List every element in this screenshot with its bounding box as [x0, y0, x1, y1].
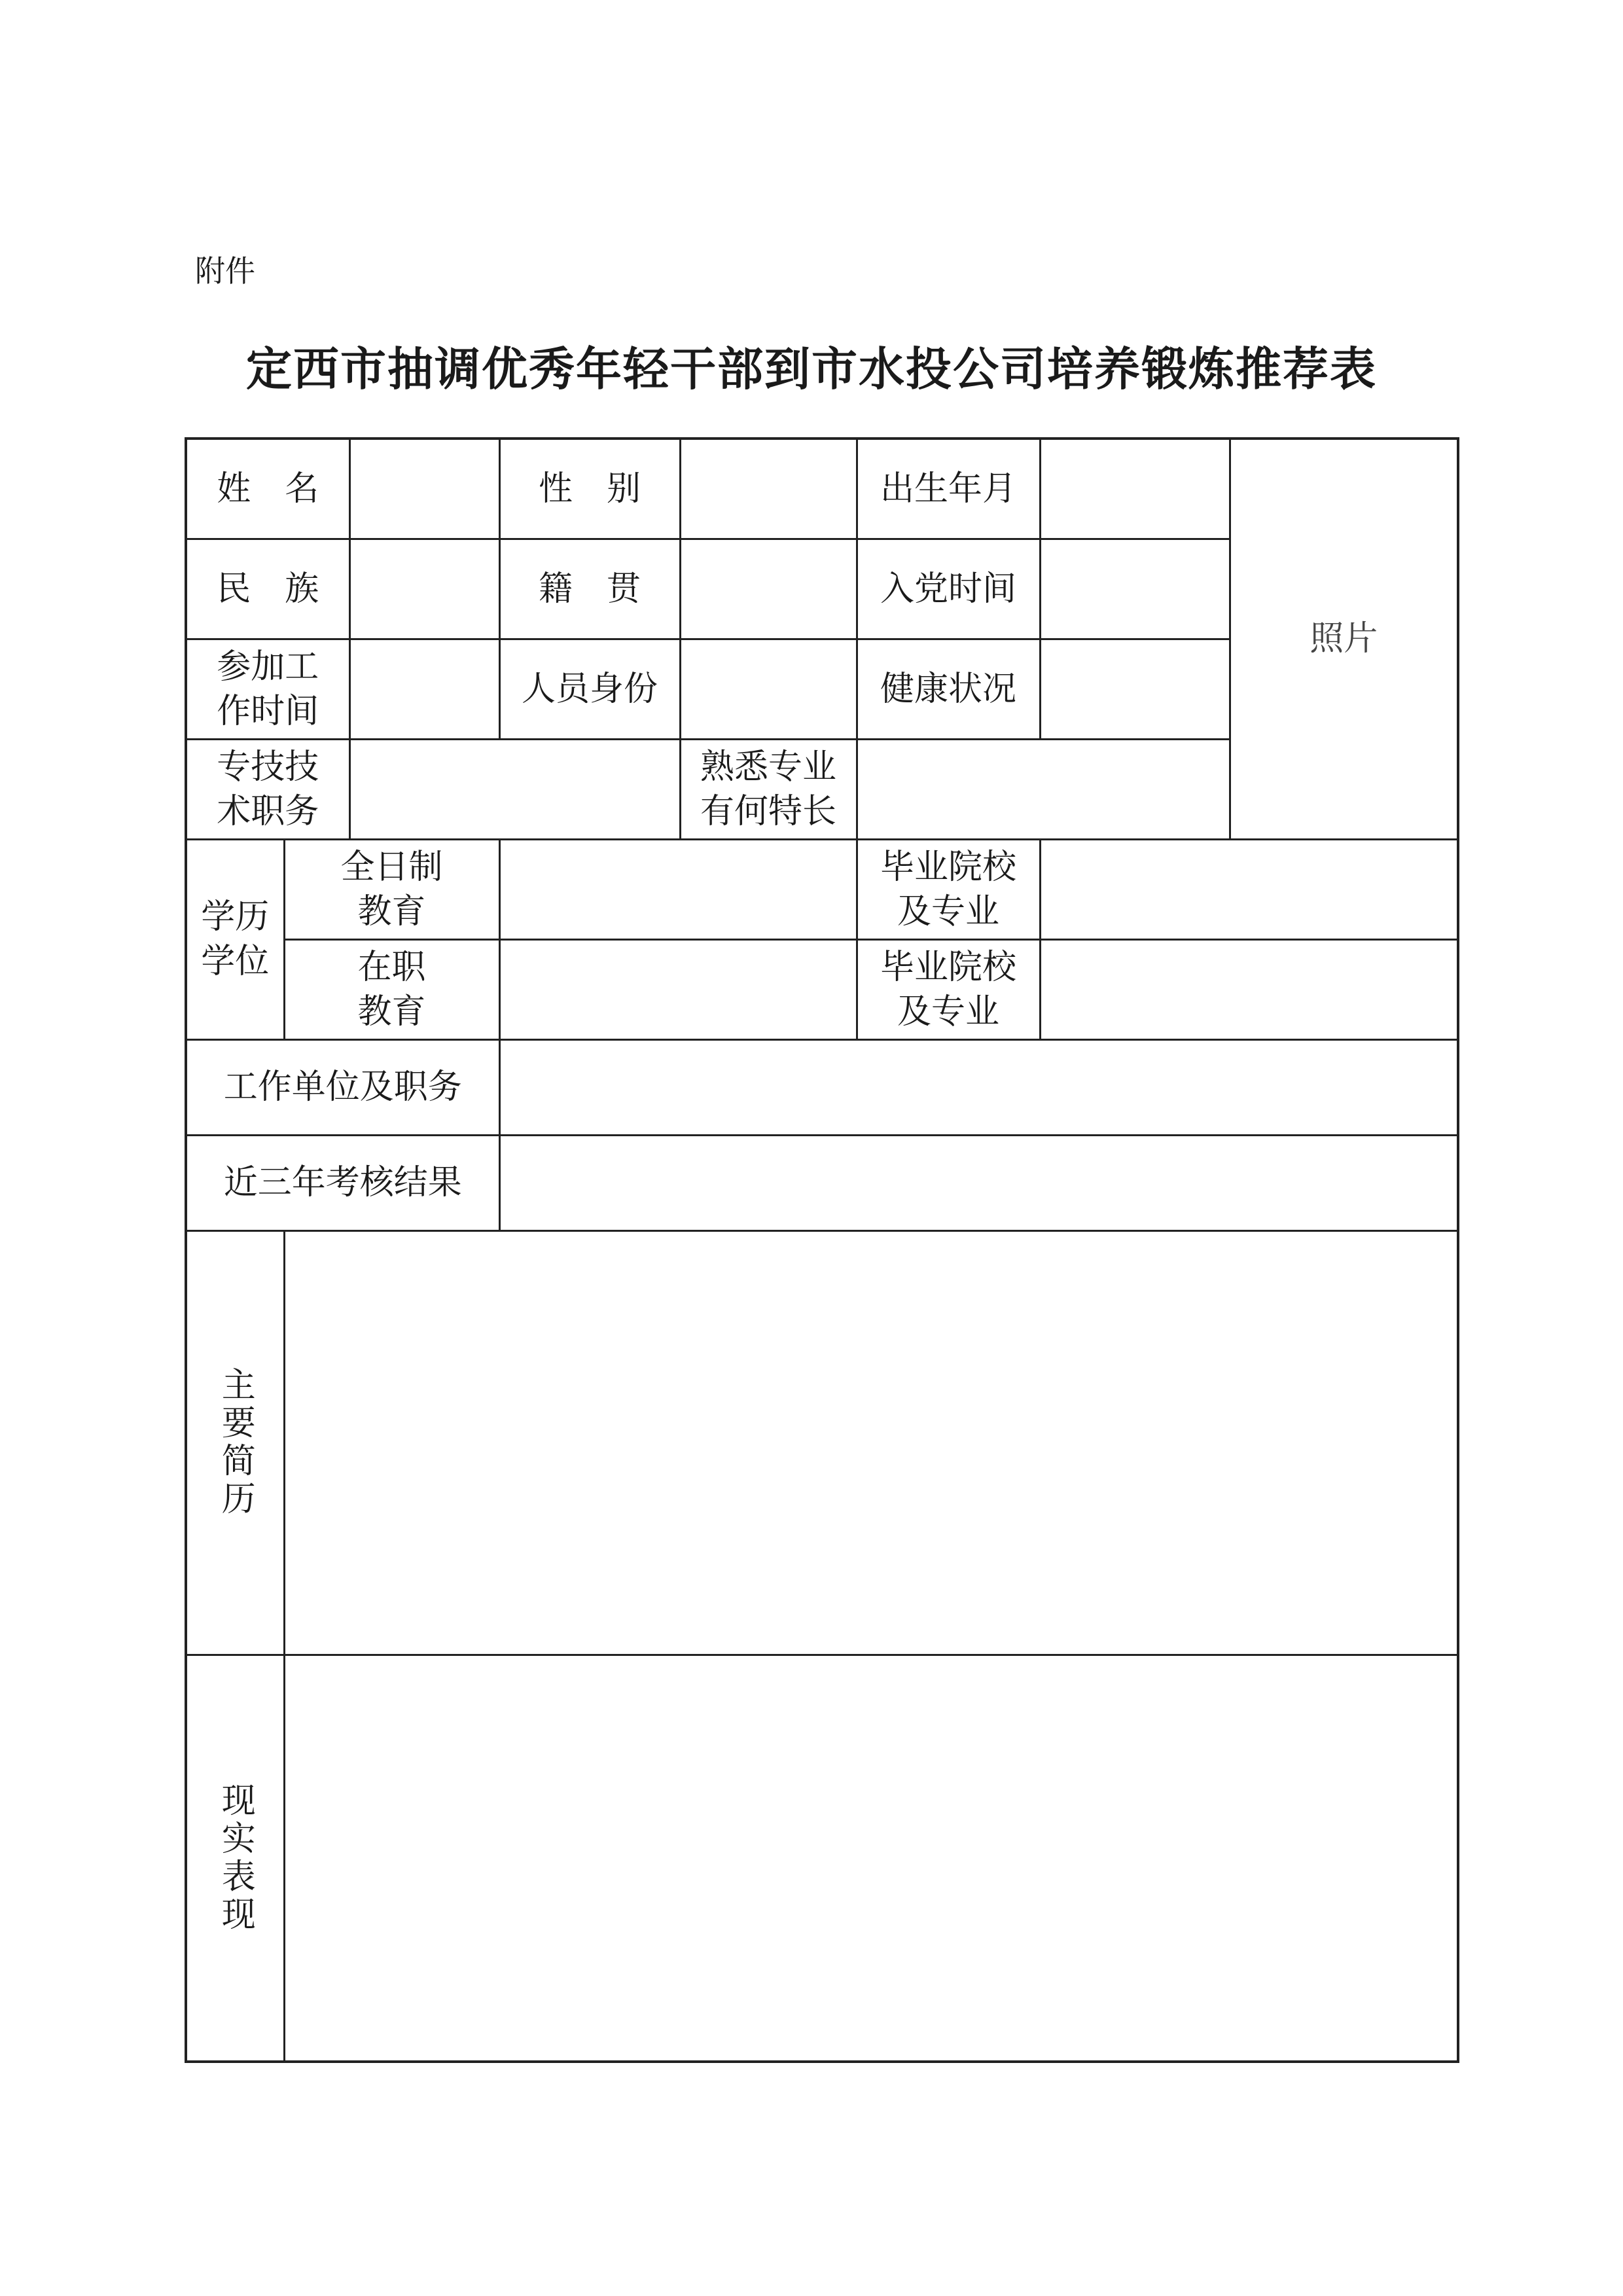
professional-title-field[interactable] [349, 739, 680, 839]
ethnicity-label: 民 族 [186, 539, 349, 639]
name-label: 姓 名 [186, 439, 349, 539]
resume-label: 主要简历 [186, 1230, 284, 1655]
inservice-school-label: 毕业院校 及专业 [857, 939, 1040, 1039]
attachment-label: 附件 [195, 253, 255, 289]
gender-field[interactable] [680, 439, 857, 539]
inservice-education-field[interactable] [499, 939, 857, 1039]
form-title: 定西市抽调优秀年轻干部到市水投公司培养锻炼推荐表 [246, 342, 1377, 396]
assessment-label: 近三年考核结果 [186, 1135, 499, 1230]
birth-label: 出生年月 [857, 439, 1040, 539]
performance-field[interactable] [284, 1655, 1458, 2062]
party-time-field[interactable] [1040, 539, 1230, 639]
native-place-field[interactable] [680, 539, 857, 639]
unit-position-label: 工作单位及职务 [186, 1039, 499, 1135]
fulltime-school-label: 毕业院校 及专业 [857, 839, 1040, 939]
work-start-field[interactable] [349, 639, 499, 739]
performance-label: 现实表现 [186, 1655, 284, 2062]
gender-label: 性 别 [499, 439, 680, 539]
specialty-label: 熟悉专业 有何特长 [680, 739, 857, 839]
professional-title-label: 专技技 术职务 [186, 739, 349, 839]
resume-field[interactable] [284, 1230, 1458, 1655]
recommendation-form-table [185, 437, 1459, 2063]
inservice-school-field[interactable] [1040, 939, 1458, 1039]
health-label: 健康状况 [857, 639, 1040, 739]
party-time-label: 入党时间 [857, 539, 1040, 639]
assessment-field[interactable] [499, 1135, 1458, 1230]
specialty-field[interactable] [857, 739, 1230, 839]
birth-field[interactable] [1040, 439, 1230, 539]
identity-field[interactable] [680, 639, 857, 739]
education-label: 学历 学位 [186, 839, 284, 1039]
work-start-label: 参加工 作时间 [186, 639, 349, 739]
fulltime-school-field[interactable] [1040, 839, 1458, 939]
identity-label: 人员身份 [499, 639, 680, 739]
native-place-label: 籍 贯 [499, 539, 680, 639]
health-field[interactable] [1040, 639, 1230, 739]
fulltime-education-label: 全日制 教育 [284, 839, 499, 939]
name-field[interactable] [349, 439, 499, 539]
inservice-education-label: 在职 教育 [284, 939, 499, 1039]
photo-area[interactable]: 照片 [1230, 439, 1458, 839]
ethnicity-field[interactable] [349, 539, 499, 639]
fulltime-education-field[interactable] [499, 839, 857, 939]
unit-position-field[interactable] [499, 1039, 1458, 1135]
